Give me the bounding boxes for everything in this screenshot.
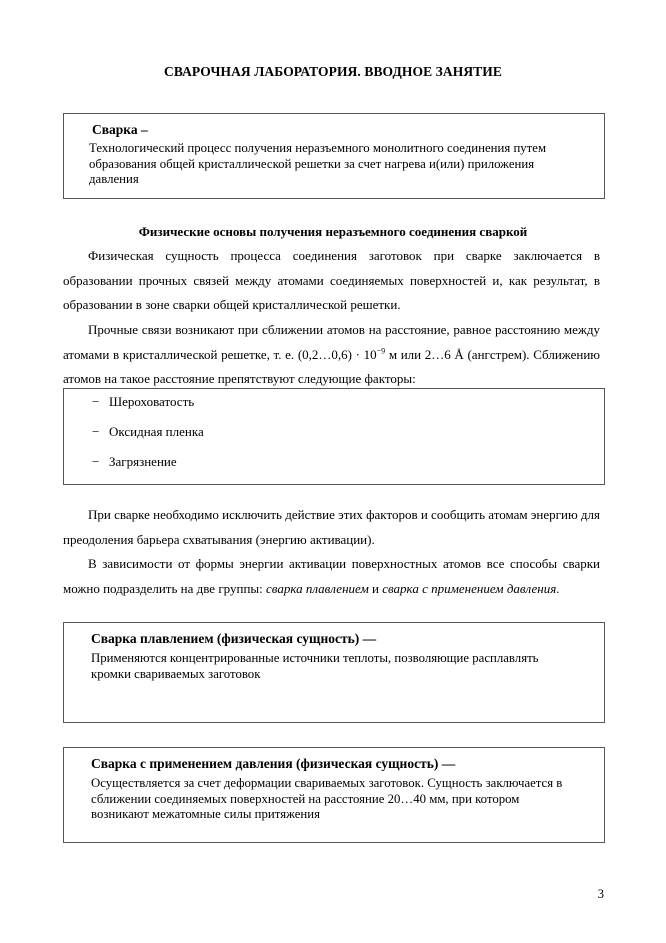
page-title: СВАРОЧНАЯ ЛАБОРАТОРИЯ. ВВОДНОЕ ЗАНЯТИЕ [163, 64, 502, 79]
pressure-welding-text: Осуществляется за счет деформации свариваемых заготовок. Сущность заключается в сближении соединяемых поверхностей на расстояние 20…40 мм, при котором возникают межатомные силы притяжения [91, 776, 563, 821]
list-item-text: Оксидная пленка [109, 424, 204, 439]
paragraph-bonds [63, 318, 600, 392]
exponent: −9 [376, 346, 386, 356]
factors-list-box [63, 388, 605, 485]
paragraph-2-text-start: Прочные связи возникают при сближении атомов на расстояние, равное расстоянию между атомами в кристаллической решетке, т. е. (0,2…0,6) · 10 [63, 322, 600, 362]
paragraph-3-text: При сварке необходимо исключить действие этих факторов и сообщить атомам энергию для преодоления барьера схватывания (энергию активации). [63, 507, 600, 547]
paragraph-activation [63, 503, 600, 552]
dash-bullet: − [92, 394, 100, 409]
paragraph-physical-essence [63, 244, 600, 318]
definition-text: Технологический процесс получения неразъемного монолитного соединения путем образования общей кристаллической решетки за счет нагрева и(или) приложения давления [89, 141, 547, 186]
definition-box [63, 113, 605, 199]
pressure-welding-box [63, 747, 605, 843]
page-number: 3 [597, 887, 604, 901]
group-pressure: сварка с применением давления [382, 580, 557, 596]
dash-bullet: − [92, 424, 100, 439]
paragraph-1-text: Физическая сущность процесса соединения заготовок при сварке заключается в образовании прочных связей между атомами соединяемых поверхностей и, как результат, в образовании в зоне сварки общей кристаллической решетки. [63, 248, 600, 312]
group-fusion: сварка плавлением [266, 580, 369, 596]
list-item [92, 454, 177, 470]
list-item-text: Загрязнение [109, 454, 177, 469]
conjunction: и [368, 580, 383, 596]
fusion-welding-text: Применяются концентрированные источники теплоты, позволяющие расплавлять кромки свариваемых заготовок [91, 651, 539, 681]
list-item [92, 424, 204, 440]
paragraph-groups [63, 552, 600, 601]
fusion-welding-box [63, 622, 605, 723]
dash-bullet: − [92, 454, 100, 469]
definition-term: Сварка – [92, 122, 148, 137]
section-heading: Физические основы получения неразъемного соединения сваркой [138, 224, 528, 239]
pressure-welding-title: Сварка с применением давления (физическая сущность) — [91, 756, 456, 771]
period: . [556, 580, 560, 596]
list-item-text: Шероховатость [109, 394, 195, 409]
paragraph-4-text: В зависимости от формы энергии активации поверхностных атомов все способы сварки можно подразделить на две группы: [63, 556, 600, 596]
list-item [92, 394, 194, 410]
paragraph-2-text-end: м или 2…6 Å (ангстрем). Сближению атомов на такое расстояние препятствуют следующие факторы: [63, 346, 600, 386]
fusion-welding-title: Сварка плавлением (физическая сущность) — [91, 631, 377, 646]
